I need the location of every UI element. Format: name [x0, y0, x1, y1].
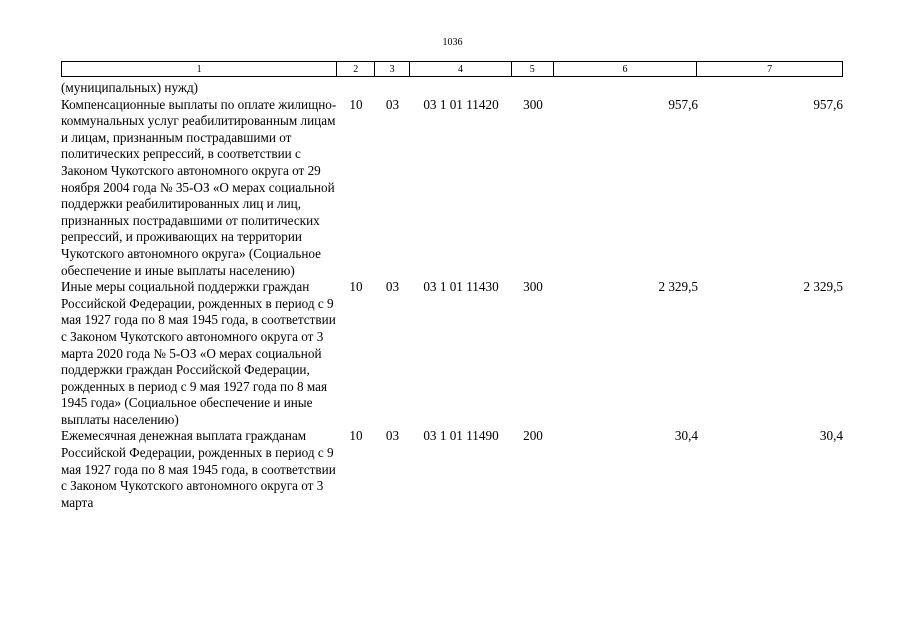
row-expense-type: 200	[523, 428, 543, 444]
row-sum-2: 2 329,5	[803, 279, 843, 295]
row-subsection: 03	[385, 279, 400, 295]
row-sum-1: 30,4	[674, 428, 698, 444]
row-subsection: 03	[385, 96, 400, 112]
continuation-text: (муниципальных) нужд)	[61, 80, 199, 95]
row-sum-2: 957,6	[813, 96, 843, 112]
table-body	[61, 80, 843, 511]
table-row	[61, 97, 843, 280]
row-expense-type: 300	[523, 279, 543, 295]
row-section: 10	[349, 96, 363, 112]
row-sum-1: 2 329,5	[658, 279, 698, 295]
row-sum-1: 957,6	[668, 96, 698, 112]
header-col-2: 2	[337, 62, 375, 76]
header-col-1: 1	[62, 62, 337, 76]
header-col-5: 5	[512, 62, 554, 76]
table-header	[61, 61, 843, 77]
row-sum-2: 30,4	[819, 428, 843, 444]
row-target-code: 03 1 01 11490	[423, 428, 499, 444]
row-name: Компенсационные выплаты по оплате жилищно-коммунальных услуг реабилитированным лицам и лицам, признанным пострадавшими от политических репрессий, в соответствии с Законом Чукотского автономного округа от 29 ноября 2004 года № 35-ОЗ «О мерах социальной поддержки реабилитированных лиц и лиц, признанных пострадавшими от политических репрессий, и проживающих на территории Чукотского автономного округа» (Социальное обеспечение и иные выплаты населению)	[61, 96, 337, 278]
table-row	[61, 428, 843, 511]
table-row	[61, 279, 843, 428]
row-name: Ежемесячная денежная выплата гражданам Российской Федерации, рожденных в период с 9 мая 1927 года по 8 мая 1945 года, в соответствии с Законом Чукотского автономного округа от 3 марта	[61, 428, 336, 510]
header-col-6: 6	[554, 62, 698, 76]
row-name: Иные меры социальной поддержки граждан Российской Федерации, рожденных в период с 9 мая 1927 года по 8 мая 1945 года, в соответствии с Законом Чукотского автономного округа от 3 марта 2020 года № 5-ОЗ «О мерах социальной поддержки граждан Российской Федерации, рожденных в период с 9 мая 1927 года по 8 мая 1945 года» (Социальное обеспечение и иные выплаты населению)	[61, 279, 336, 427]
row-section: 10	[349, 428, 363, 444]
row-target-code: 03 1 01 11420	[423, 96, 499, 112]
header-col-3: 3	[375, 62, 410, 76]
header-col-7: 7	[767, 63, 773, 75]
row-subsection: 03	[385, 428, 400, 444]
row-section: 10	[349, 279, 363, 295]
header-col-4: 4	[410, 62, 512, 76]
row-expense-type: 300	[523, 96, 543, 112]
page-number: 1036	[442, 37, 463, 48]
row-target-code: 03 1 01 11430	[423, 279, 499, 295]
